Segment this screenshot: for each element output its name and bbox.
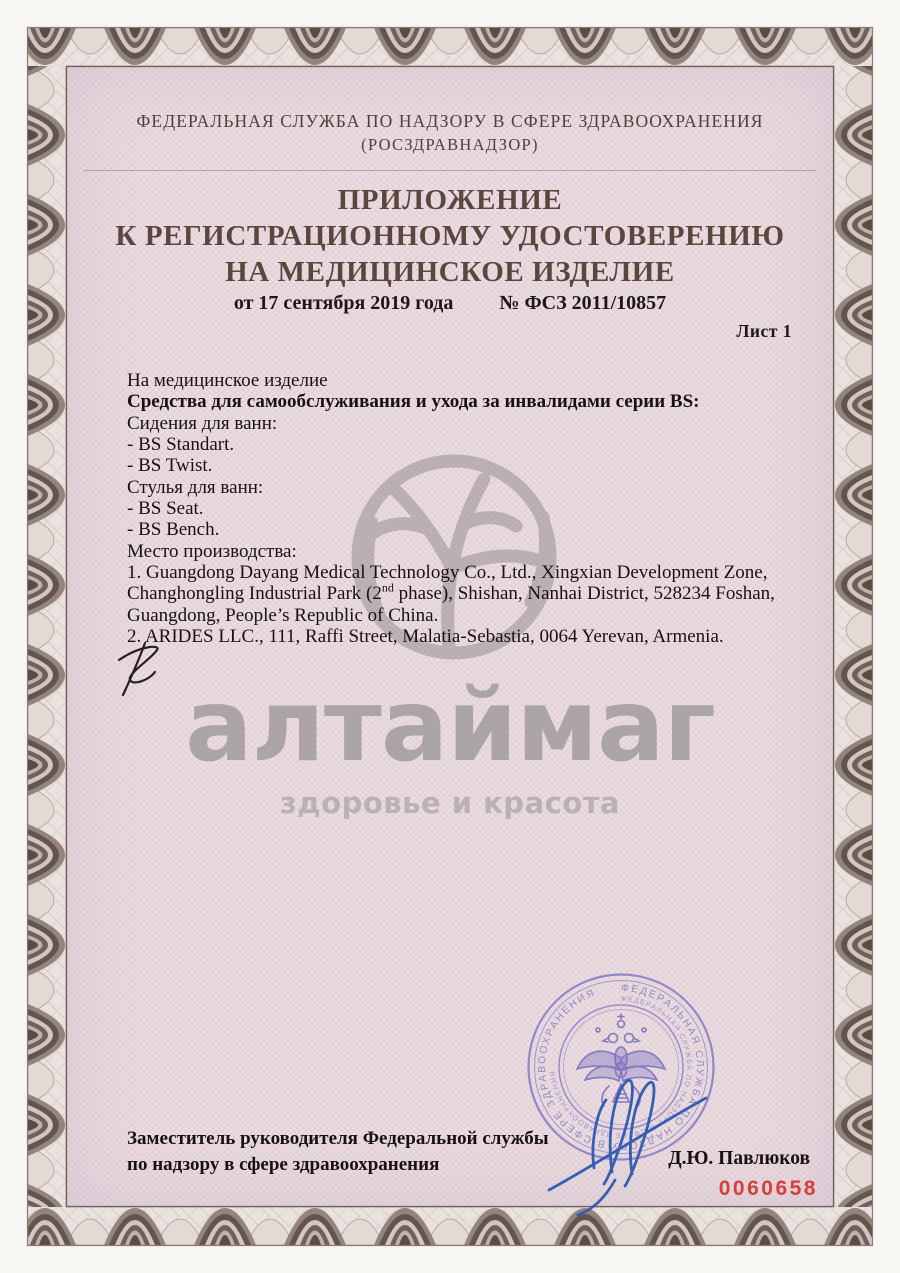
registration-date: от 17 сентября 2019 года bbox=[233, 292, 454, 314]
title-line2: К РЕГИСТРАЦИОННОМУ УДОСТОВЕРЕНИЮ bbox=[115, 220, 785, 252]
manufacturer1-line1: 1. Guangdong Dayang Medical Technology Co., Ltd., Xingxian Development Zone, bbox=[127, 562, 768, 584]
issuer-short-name: (РОСЗДРАВНАДЗОР) bbox=[361, 135, 539, 154]
registration-number: № ФСЗ 2011/10857 bbox=[499, 292, 667, 314]
body-line: - BS Bench. bbox=[127, 519, 220, 541]
signer-position bbox=[127, 1126, 687, 1178]
body-line: Сидения для ванн: bbox=[127, 412, 278, 434]
stamp-ring-text: ФЕДЕРАЛЬНАЯ СЛУЖБА ПО НАДЗОРУ В СФЕРЕ ЗДРАВООХРАНЕНИЯ bbox=[536, 982, 706, 1152]
manufacturer2-line: 2. ARIDES LLC., 111, Raffi Street, Malatia-Sebastia, 0064 Yerevan, Armenia. bbox=[127, 626, 724, 648]
issuer-name: ФЕДЕРАЛЬНАЯ СЛУЖБА ПО НАДЗОРУ В СФЕРЕ ЗДРАВООХРАНЕНИЯ bbox=[136, 111, 764, 131]
product-name: Средства для самообслуживания и ухода за инвалидами серии BS: bbox=[127, 391, 700, 413]
title-line3: НА МЕДИЦИНСКОЕ ИЗДЕЛИЕ bbox=[225, 256, 675, 288]
watermark-tagline: здоровье и красота bbox=[279, 786, 621, 820]
document-title bbox=[70, 182, 830, 290]
body-line: Стулья для ванн: bbox=[127, 476, 264, 498]
superscript: nd bbox=[381, 581, 394, 596]
title-line1: ПРИЛОЖЕНИЕ bbox=[337, 184, 563, 216]
body-intro: На медицинское изделие bbox=[127, 370, 328, 391]
body-line: - BS Seat. bbox=[127, 498, 204, 520]
manufacturer1-line2: Changhongling Industrial Park (2nd phase), Shishan, Nanhai District, 528234 Foshan, bbox=[127, 581, 775, 605]
handwritten-mark bbox=[105, 638, 195, 700]
body-line: - BS Twist. bbox=[127, 455, 213, 477]
signer-position-line2: по надзору в сфере здравоохранения bbox=[127, 1154, 440, 1175]
body-line: - BS Standart. bbox=[127, 434, 235, 456]
issuer-header bbox=[70, 109, 830, 157]
manufacturer1-line3: Guangdong, People’s Republic of China. bbox=[127, 604, 439, 626]
stamp-inner-ring-text: ФЕДЕРАЛЬНАЯ СЛУЖБА ПО НАДЗОРУ В СФЕРЕ ЗДРАВООХРАНЕНИЯ bbox=[548, 993, 695, 1141]
watermark-brand: алтаймаг bbox=[185, 667, 715, 784]
signer-position-line1: Заместитель руководителя Федеральной службы bbox=[127, 1128, 549, 1149]
signer-name: Д.Ю. Павлюков bbox=[668, 1148, 810, 1169]
body-text bbox=[127, 370, 817, 647]
serial-number: 0060658 bbox=[718, 1177, 818, 1200]
header-divider bbox=[84, 170, 816, 171]
production-label: Место производства: bbox=[127, 540, 297, 562]
sheet-number: Лист 1 bbox=[736, 321, 792, 341]
registration-row bbox=[70, 292, 830, 315]
